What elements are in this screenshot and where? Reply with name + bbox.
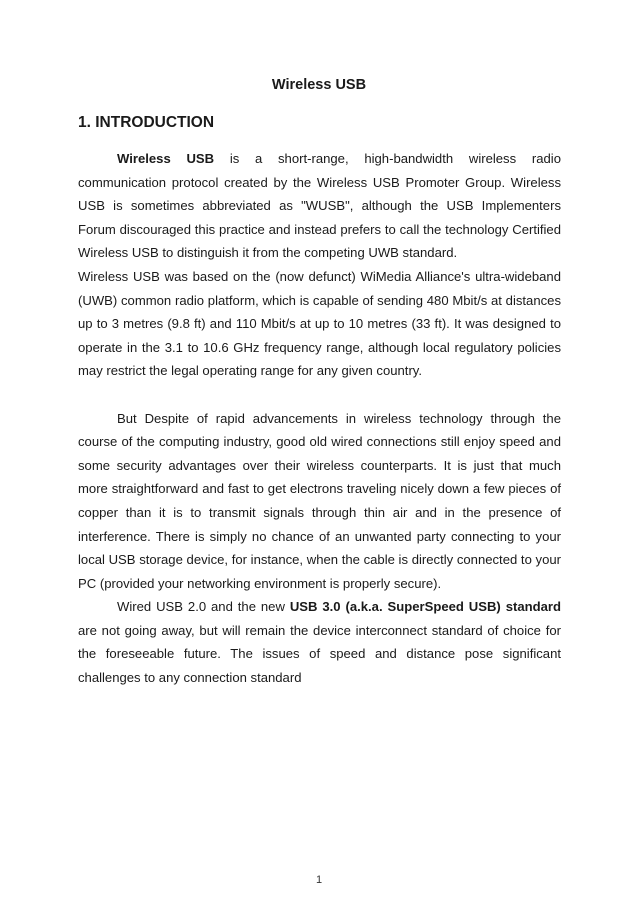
document-title: Wireless USB <box>271 77 367 93</box>
paragraph-intro <box>78 147 561 265</box>
paragraph-usb3-text-after: are not going away, but will remain the device interconnect standard of choice for the foreseeable future. The issues of speed and distance pose significant challenges to any connection standard <box>78 622 561 686</box>
section-heading: 1. INTRODUCTION <box>78 114 215 131</box>
paragraph-intro-text: is a short-range, high-bandwidth wireless radio communication protocol created by the Wireless USB Promoter Group. Wireless USB is sometimes abbreviated as "WUSB", although the USB Implementers Forum discouraged this practice and instead prefers to call the technology Certified Wireless USB to distinguish it from the competing UWB standard. <box>78 151 561 261</box>
paragraph-usb3-bold: USB 3.0 (a.k.a. SuperSpeed USB) standard <box>289 599 561 615</box>
paragraph-spacer <box>78 383 561 407</box>
paragraph-wimedia: Wireless USB was based on the (now defunct) WiMedia Alliance's ultra-wideband (UWB) common radio platform, which is capable of sending 480 Mbit/s at distances up to 3 metres (9.8 ft) and 110 Mbit/s at up to 10 metres (33 ft). It was designed to operate in the 3.1 to 10.6 GHz frequency range, although local regulatory policies may restrict the legal operating range for any given country. <box>78 268 561 379</box>
paragraph-wired-advantages: But Despite of rapid advancements in wireless technology through the course of the computing industry, good old wired connections still enjoy speed and some security advantages over their wireless counterparts. It is just that much more straightforward and fast to get electrons traveling nicely down a few pieces of copper than it is to transmit signals through thin air and in the presence of interference. There is simply no chance of an unwanted party connecting to your local USB storage device, for instance, when the cable is directly connected to your PC (provided your networking environment is properly secure). <box>78 410 561 591</box>
paragraph-usb3 <box>78 595 561 689</box>
document-body <box>78 147 561 690</box>
page-number: 1 <box>315 874 323 886</box>
paragraph-intro-lead: Wireless USB <box>117 151 215 166</box>
paragraph-usb3-text-before: Wired USB 2.0 and the new <box>117 599 290 615</box>
